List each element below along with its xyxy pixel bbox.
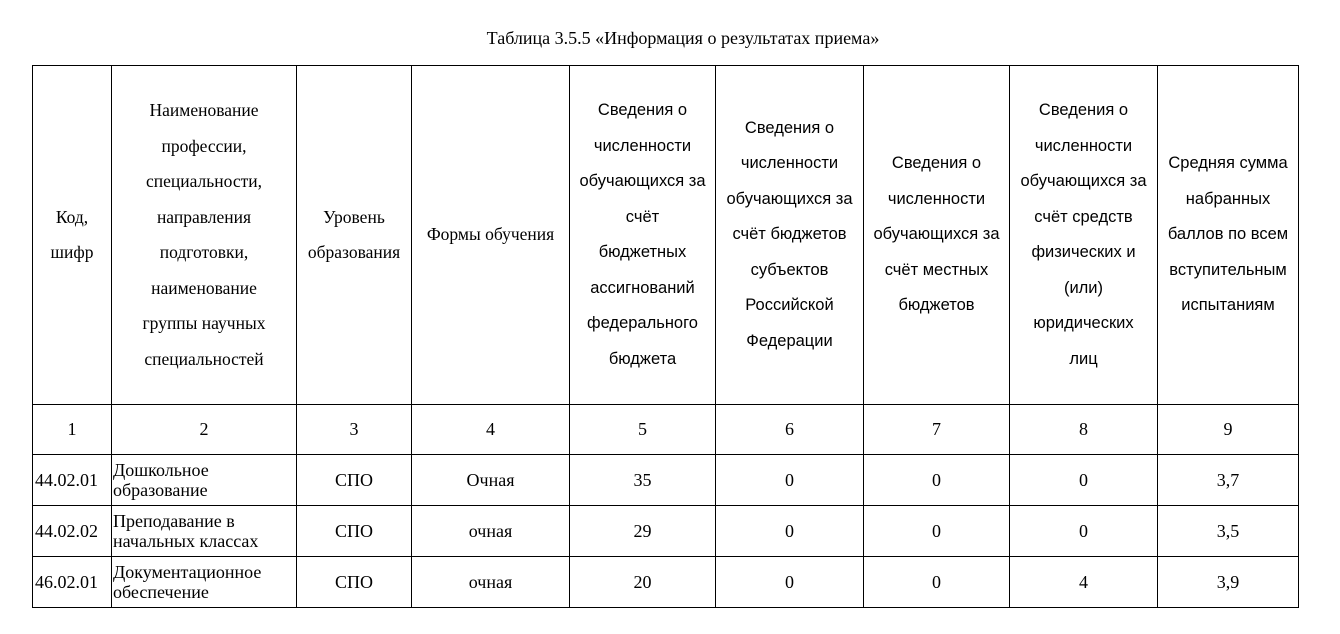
- header-row: [33, 66, 1299, 405]
- table-row: [33, 455, 1299, 506]
- level-cell: СПО: [297, 506, 412, 557]
- header-average-score: Средняя сумма набранных баллов по всем вступительным испытаниям: [1158, 66, 1299, 405]
- level-cell: СПО: [297, 557, 412, 608]
- table-row: [33, 557, 1299, 608]
- code-cell: 44.02.02: [33, 506, 112, 557]
- average-score-cell: 3,9: [1158, 557, 1299, 608]
- individual-funds-cell: 0: [1010, 506, 1158, 557]
- header-form: Формы обучения: [412, 66, 570, 405]
- column-number: 7: [864, 405, 1010, 455]
- header-code: Код, шифр: [33, 66, 112, 405]
- individual-funds-cell: 0: [1010, 455, 1158, 506]
- individual-funds-cell: 4: [1010, 557, 1158, 608]
- form-cell: очная: [412, 506, 570, 557]
- header-level: Уровень образования: [297, 66, 412, 405]
- column-number: 8: [1010, 405, 1158, 455]
- admission-results-table: [32, 65, 1299, 608]
- column-number: 6: [716, 405, 864, 455]
- local-budget-cell: 0: [864, 506, 1010, 557]
- federal-budget-cell: 29: [570, 506, 716, 557]
- column-number: 2: [112, 405, 297, 455]
- table-row: [33, 506, 1299, 557]
- federal-budget-cell: 20: [570, 557, 716, 608]
- local-budget-cell: 0: [864, 557, 1010, 608]
- column-number: 4: [412, 405, 570, 455]
- header-name: Наименование профессии, специальности, направления подготовки, наименование группы научных специальностей: [112, 66, 297, 405]
- header-local-budget: Сведения о численности обучающихся за счёт местных бюджетов: [864, 66, 1010, 405]
- header-regional-budget: Сведения о численности обучающихся за счёт бюджетов субъектов Российской Федерации: [716, 66, 864, 405]
- federal-budget-cell: 35: [570, 455, 716, 506]
- column-number: 3: [297, 405, 412, 455]
- level-cell: СПО: [297, 455, 412, 506]
- column-number: 9: [1158, 405, 1299, 455]
- name-cell: Документационное обеспечение: [112, 557, 297, 608]
- regional-budget-cell: 0: [716, 506, 864, 557]
- header-federal-budget: Сведения о численности обучающихся за счёт бюджетных ассигнований федерального бюджета: [570, 66, 716, 405]
- code-cell: 44.02.01: [33, 455, 112, 506]
- local-budget-cell: 0: [864, 455, 1010, 506]
- form-cell: очная: [412, 557, 570, 608]
- name-cell: Дошкольное образование: [112, 455, 297, 506]
- regional-budget-cell: 0: [716, 455, 864, 506]
- average-score-cell: 3,7: [1158, 455, 1299, 506]
- column-number-row: [33, 405, 1299, 455]
- average-score-cell: 3,5: [1158, 506, 1299, 557]
- code-cell: 46.02.01: [33, 557, 112, 608]
- form-cell: Очная: [412, 455, 570, 506]
- column-number: 5: [570, 405, 716, 455]
- column-number: 1: [33, 405, 112, 455]
- name-cell: Преподавание в начальных классах: [112, 506, 297, 557]
- header-individual-funds: Сведения о численности обучающихся за счёт средств физических и (или) юридических лиц: [1010, 66, 1158, 405]
- table-caption: Таблица 3.5.5 «Информация о результатах приема»: [486, 28, 880, 48]
- regional-budget-cell: 0: [716, 557, 864, 608]
